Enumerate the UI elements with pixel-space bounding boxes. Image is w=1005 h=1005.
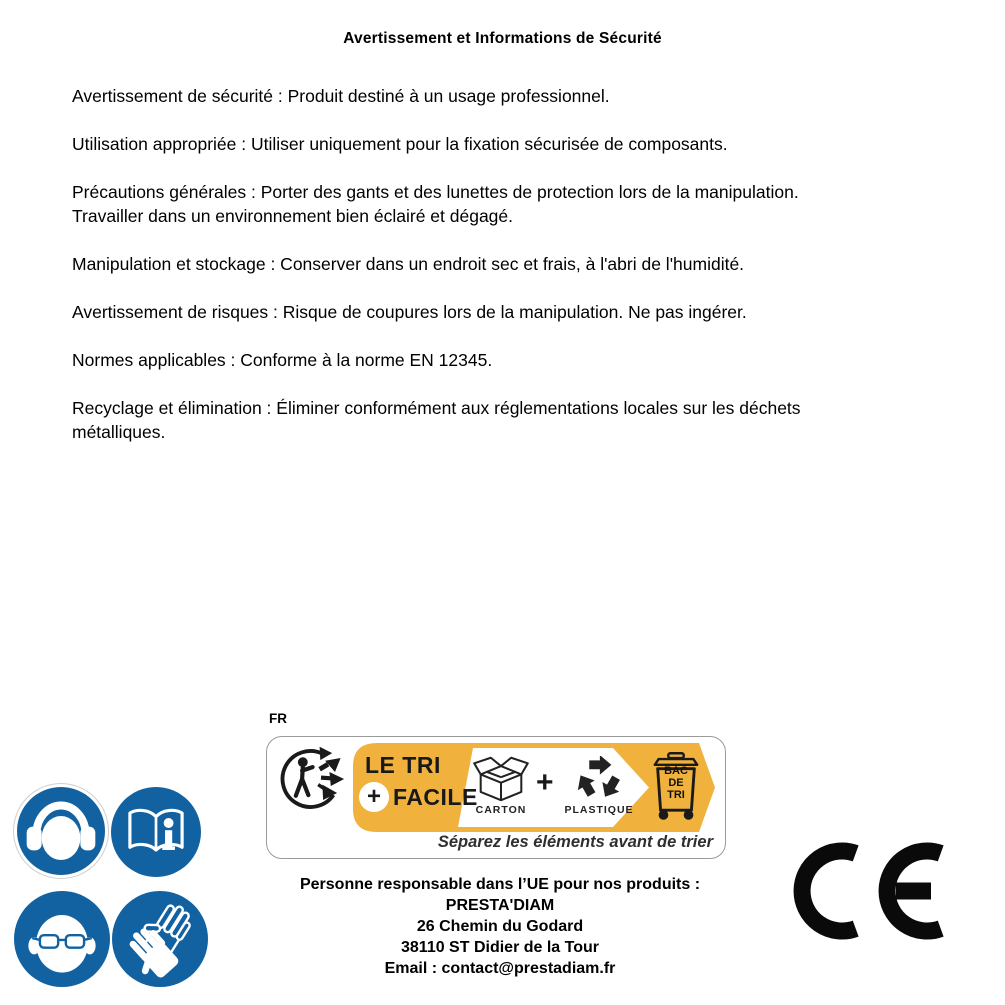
eu-responsible-block bbox=[250, 874, 750, 979]
paragraph-risk-warning: Avertissement de risques : Risque de coupures lors de la manipulation. Ne pas ingérer. bbox=[72, 302, 747, 322]
wear-eye-protection-icon bbox=[14, 891, 110, 992]
sorting-instruction: Séparez les éléments avant de trier bbox=[437, 833, 713, 851]
triman-icon bbox=[279, 744, 349, 814]
responsible-intro: Personne responsable dans l’UE pour nos produits : bbox=[299, 876, 701, 893]
paragraph-appropriate-use: Utilisation appropriée : Utiliser uniquement pour la fixation sécurisée de composants. bbox=[72, 134, 728, 154]
read-instruction-manual-icon bbox=[111, 787, 201, 882]
materials-plus-sign: + bbox=[536, 766, 554, 799]
plastique-label: PLASTIQUE bbox=[564, 804, 634, 816]
plus-circle-icon: + bbox=[359, 782, 389, 812]
tagline-facile: FACILE bbox=[393, 784, 478, 810]
company-name: PRESTA'DIAM bbox=[445, 897, 555, 914]
wear-protective-gloves-icon bbox=[112, 891, 208, 992]
ce-mark-icon bbox=[793, 839, 945, 948]
bin-text: BAC DE TRI bbox=[664, 765, 688, 801]
address-city: 38110 ST Didier de la Tour bbox=[401, 939, 599, 956]
page-title: Avertissement et Informations de Sécurité bbox=[343, 30, 662, 47]
contact-email: Email : contact@prestadiam.fr bbox=[384, 960, 616, 977]
tagline-le-tri: LE TRI bbox=[365, 752, 441, 778]
paragraph-safety-warning: Avertissement de sécurité : Produit destiné à un usage professionnel. bbox=[72, 86, 610, 106]
address-street: 26 Chemin du Godard bbox=[416, 918, 584, 935]
paragraph-handling-storage: Manipulation et stockage : Conserver dans un endroit sec et frais, à l'abri de l'humidité. bbox=[72, 254, 745, 274]
carton-label: CARTON bbox=[475, 804, 527, 816]
info-tri-recycling-label bbox=[266, 736, 726, 859]
info-tri-band bbox=[353, 743, 715, 832]
country-code-label: FR bbox=[269, 711, 287, 726]
carton-box-icon bbox=[473, 755, 529, 808]
paragraph-applicable-standards: Normes applicables : Conforme à la norme EN 12345. bbox=[72, 350, 493, 370]
safety-paragraphs bbox=[72, 84, 801, 468]
plastique-recycle-icon bbox=[576, 756, 622, 807]
paragraph-general-precautions: Précautions générales : Porter des gants et des lunettes de protection lors de la manipulation. Travailler dans un environnement bien éclairé et dégagé. bbox=[72, 182, 799, 226]
wear-ear-protection-icon bbox=[13, 783, 109, 879]
paragraph-recycling-disposal: Recyclage et élimination : Éliminer conformément aux réglementations locales sur les déchets métalliques. bbox=[72, 398, 801, 442]
